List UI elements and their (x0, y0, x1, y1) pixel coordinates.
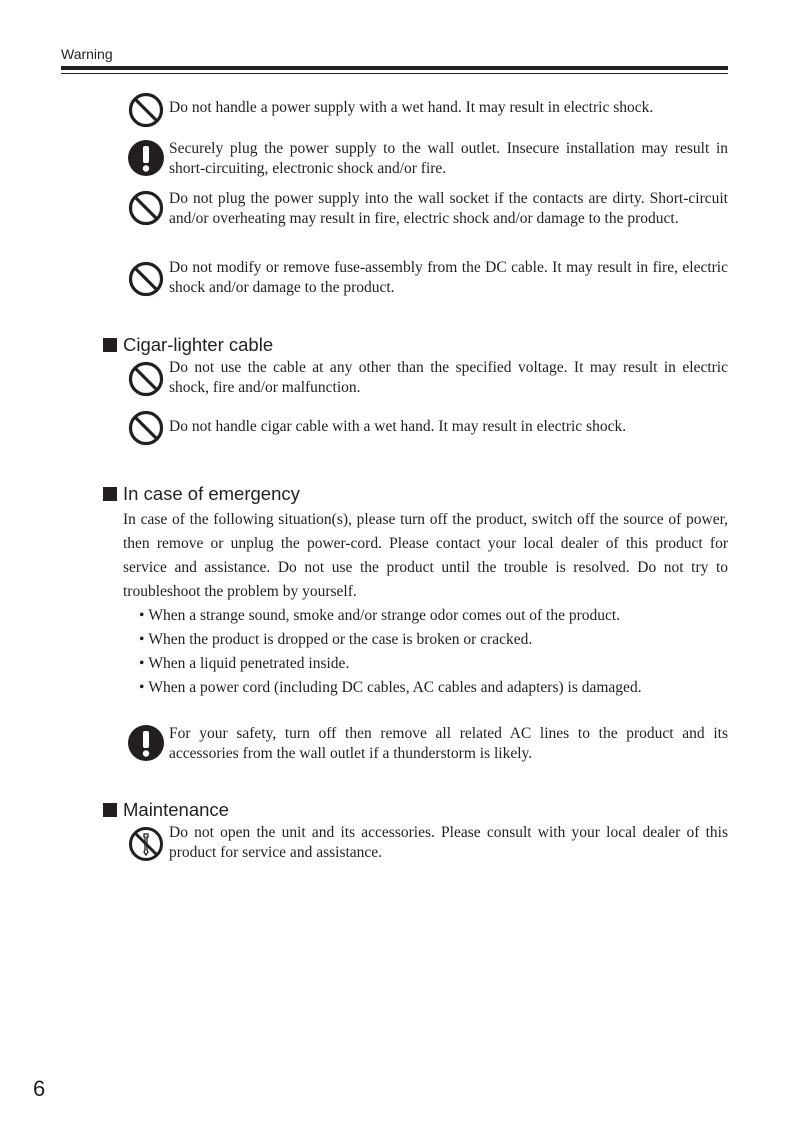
section-heading-emergency (103, 483, 300, 505)
heading-square-marker (103, 803, 117, 817)
emergency-bullet-list (139, 604, 728, 700)
warning-text: Do not handle a power supply with a wet hand. It may result in electric shock. (169, 99, 654, 116)
section-heading-cigar-lighter (103, 334, 273, 356)
section-title: Maintenance (123, 799, 229, 820)
list-item: • When a liquid penetrated inside. (139, 652, 728, 676)
warning-text: Do not use the cable at any other than the specified voltage. It may result in electric shock, fire and/or malfunction. (169, 359, 728, 396)
warning-text: Do not modify or remove fuse-assembly from the DC cable. It may result in fire, electric shock and/or damage to the product. (169, 259, 728, 296)
page-number: 6 (33, 1076, 46, 1101)
header-rule-thick (61, 66, 728, 70)
heading-square-marker (103, 338, 117, 352)
warning-text: Do not handle cigar cable with a wet hand. It may result in electric shock. (169, 418, 627, 435)
list-item: • When the product is dropped or the case is broken or cracked. (139, 628, 728, 652)
header-rule-thin (61, 73, 728, 74)
warning-text: Do not plug the power supply into the wall socket if the contacts are dirty. Short-circuit and/or overheating may result in fire, electric shock and/or damage to the product. (169, 190, 728, 227)
caution-text: For your safety, turn off then remove all related AC lines to the product and its accessories from the wall outlet if a thunderstorm is likely. (169, 725, 728, 762)
heading-square-marker (103, 487, 117, 501)
list-item: • When a strange sound, smoke and/or strange odor comes out of the product. (139, 604, 728, 628)
prohibited-icon (127, 91, 165, 129)
prohibited-icon (127, 409, 165, 447)
mandatory-icon (127, 724, 165, 762)
warning-text: Do not open the unit and its accessories. Please consult with your local dealer of this product for service and assistance. (169, 824, 728, 861)
prohibited-icon (127, 260, 165, 298)
mandatory-icon (127, 139, 165, 177)
prohibited-icon (127, 360, 165, 398)
prohibited-icon (127, 189, 165, 227)
page-header-label: Warning (61, 46, 113, 62)
list-item: • When a power cord (including DC cables, AC cables and adapters) is damaged. (139, 676, 728, 700)
warning-text: Securely plug the power supply to the wall outlet. Insecure installation may result in short-circuiting, electronic shock and/or fire. (169, 140, 728, 177)
emergency-paragraph: In case of the following situation(s), please turn off the product, switch off the source of power, then remove or unplug the power-cord. Please contact your local dealer of this product for service and assistance. Do not use the product until the trouble is resolved. Do not try to troubleshoot the problem by yourself. (123, 511, 728, 600)
section-title: In case of emergency (123, 483, 300, 504)
no-disassembly-icon (127, 825, 165, 863)
section-title: Cigar-lighter cable (123, 334, 274, 355)
section-heading-maintenance (103, 799, 229, 821)
